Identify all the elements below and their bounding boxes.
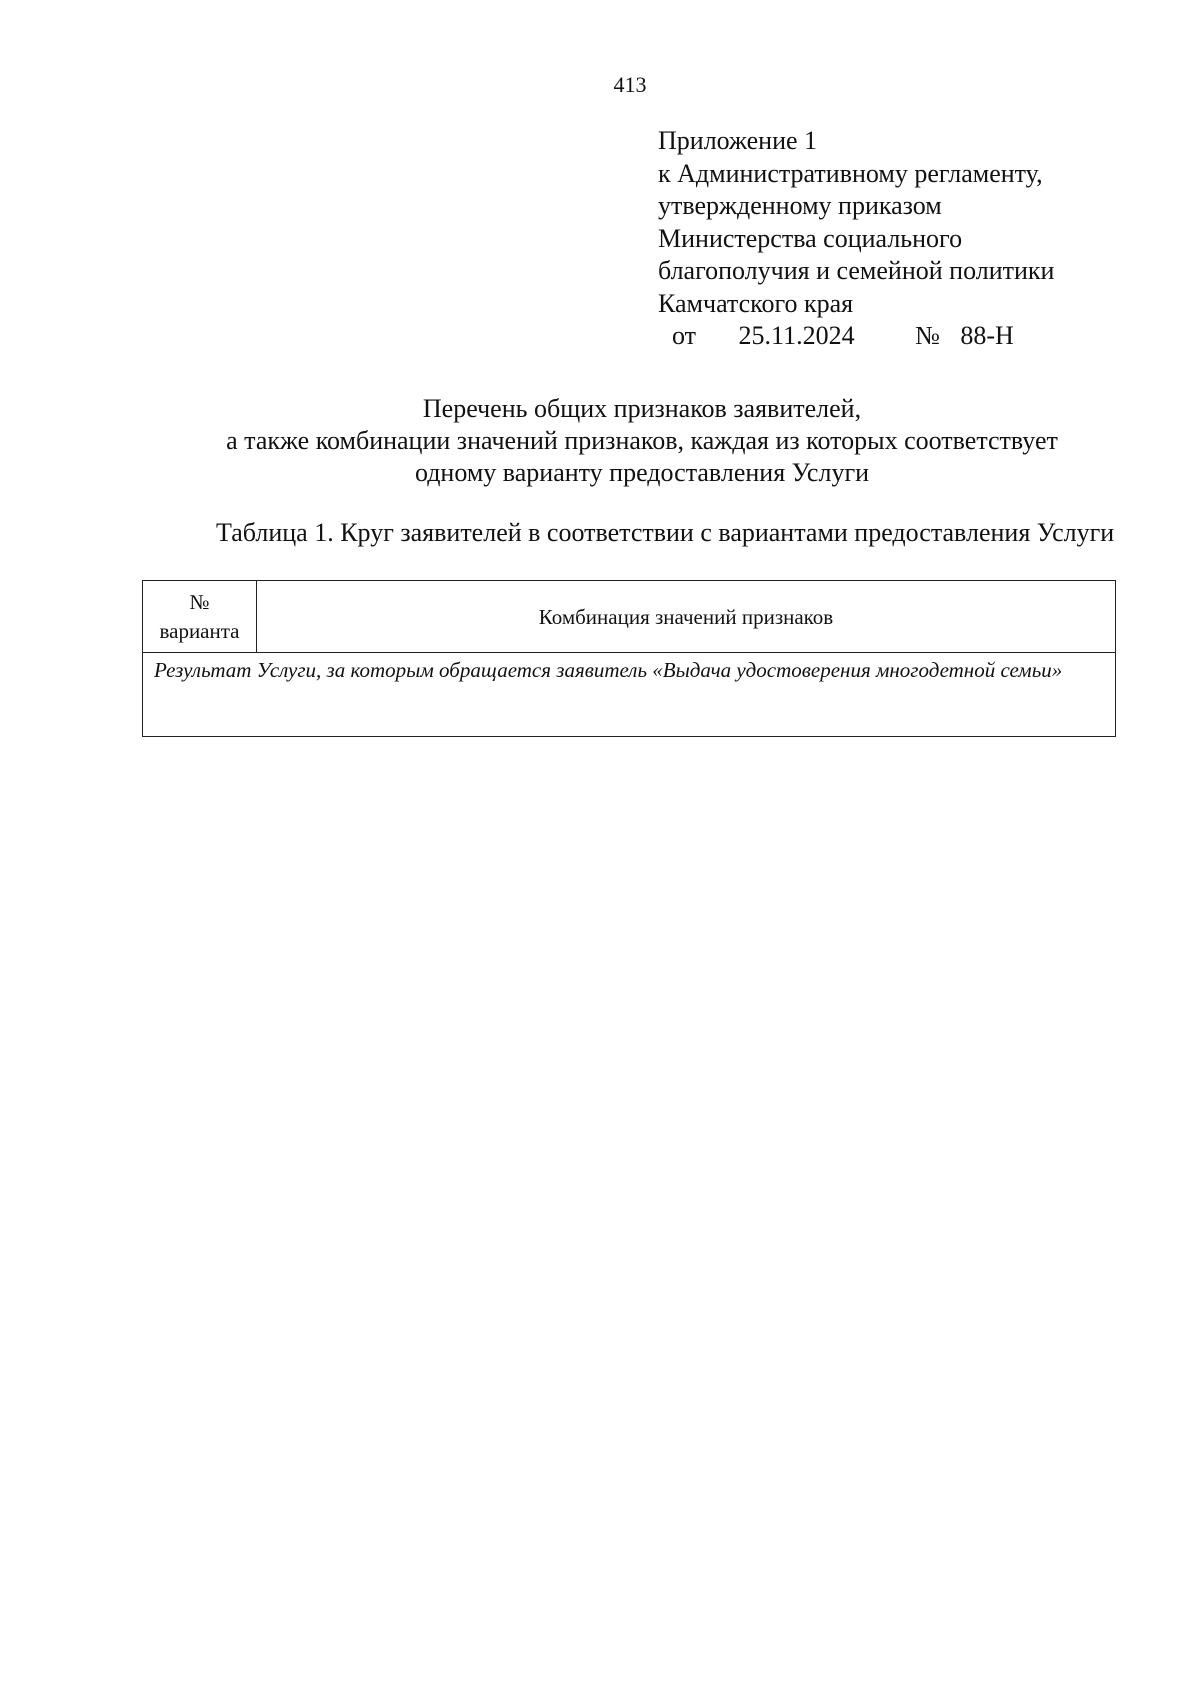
combination-header: Комбинация значений признаков xyxy=(257,581,1116,653)
result-row-cell: Результат Услуги, за которым обращается заявитель «Выдача удостоверения многодетной семьи» xyxy=(143,653,1116,737)
appendix-line: утвержденному приказом xyxy=(658,191,942,220)
order-from-label: от xyxy=(672,321,697,350)
page-number: 413 xyxy=(613,72,647,97)
variant-number-label: варианта xyxy=(159,618,240,643)
appendix-line: Камчатского края xyxy=(658,288,854,318)
table-caption: Таблица 1. Круг заявителей в соответствии с вариантами предоставления Услуги xyxy=(216,518,1115,547)
variant-number-sign: № xyxy=(189,589,210,614)
document-title xyxy=(142,393,1142,489)
order-reference xyxy=(658,320,1178,353)
appendix-line: Приложение 1 xyxy=(658,126,818,155)
appendix-line: благополучия и семейной политики xyxy=(658,256,1055,285)
appendix-block xyxy=(658,125,1178,353)
title-line: а также комбинации значений признаков, каждая из которых соответствует xyxy=(226,426,1058,455)
order-number-sign: № xyxy=(915,321,940,350)
appendix-line: Министерства социального xyxy=(658,223,963,253)
variant-number-header xyxy=(143,581,257,653)
table-header-row xyxy=(143,581,1116,653)
order-date: 25.11.2024 xyxy=(738,321,855,350)
title-line: Перечень общих признаков заявителей, xyxy=(422,394,862,423)
order-number: 88-Н xyxy=(960,321,1014,350)
table-row xyxy=(143,653,1116,737)
variants-table xyxy=(142,580,1116,737)
appendix-line: к Административному регламенту, xyxy=(658,158,1043,188)
title-line: одному варианту предоставления Услуги xyxy=(414,458,870,487)
